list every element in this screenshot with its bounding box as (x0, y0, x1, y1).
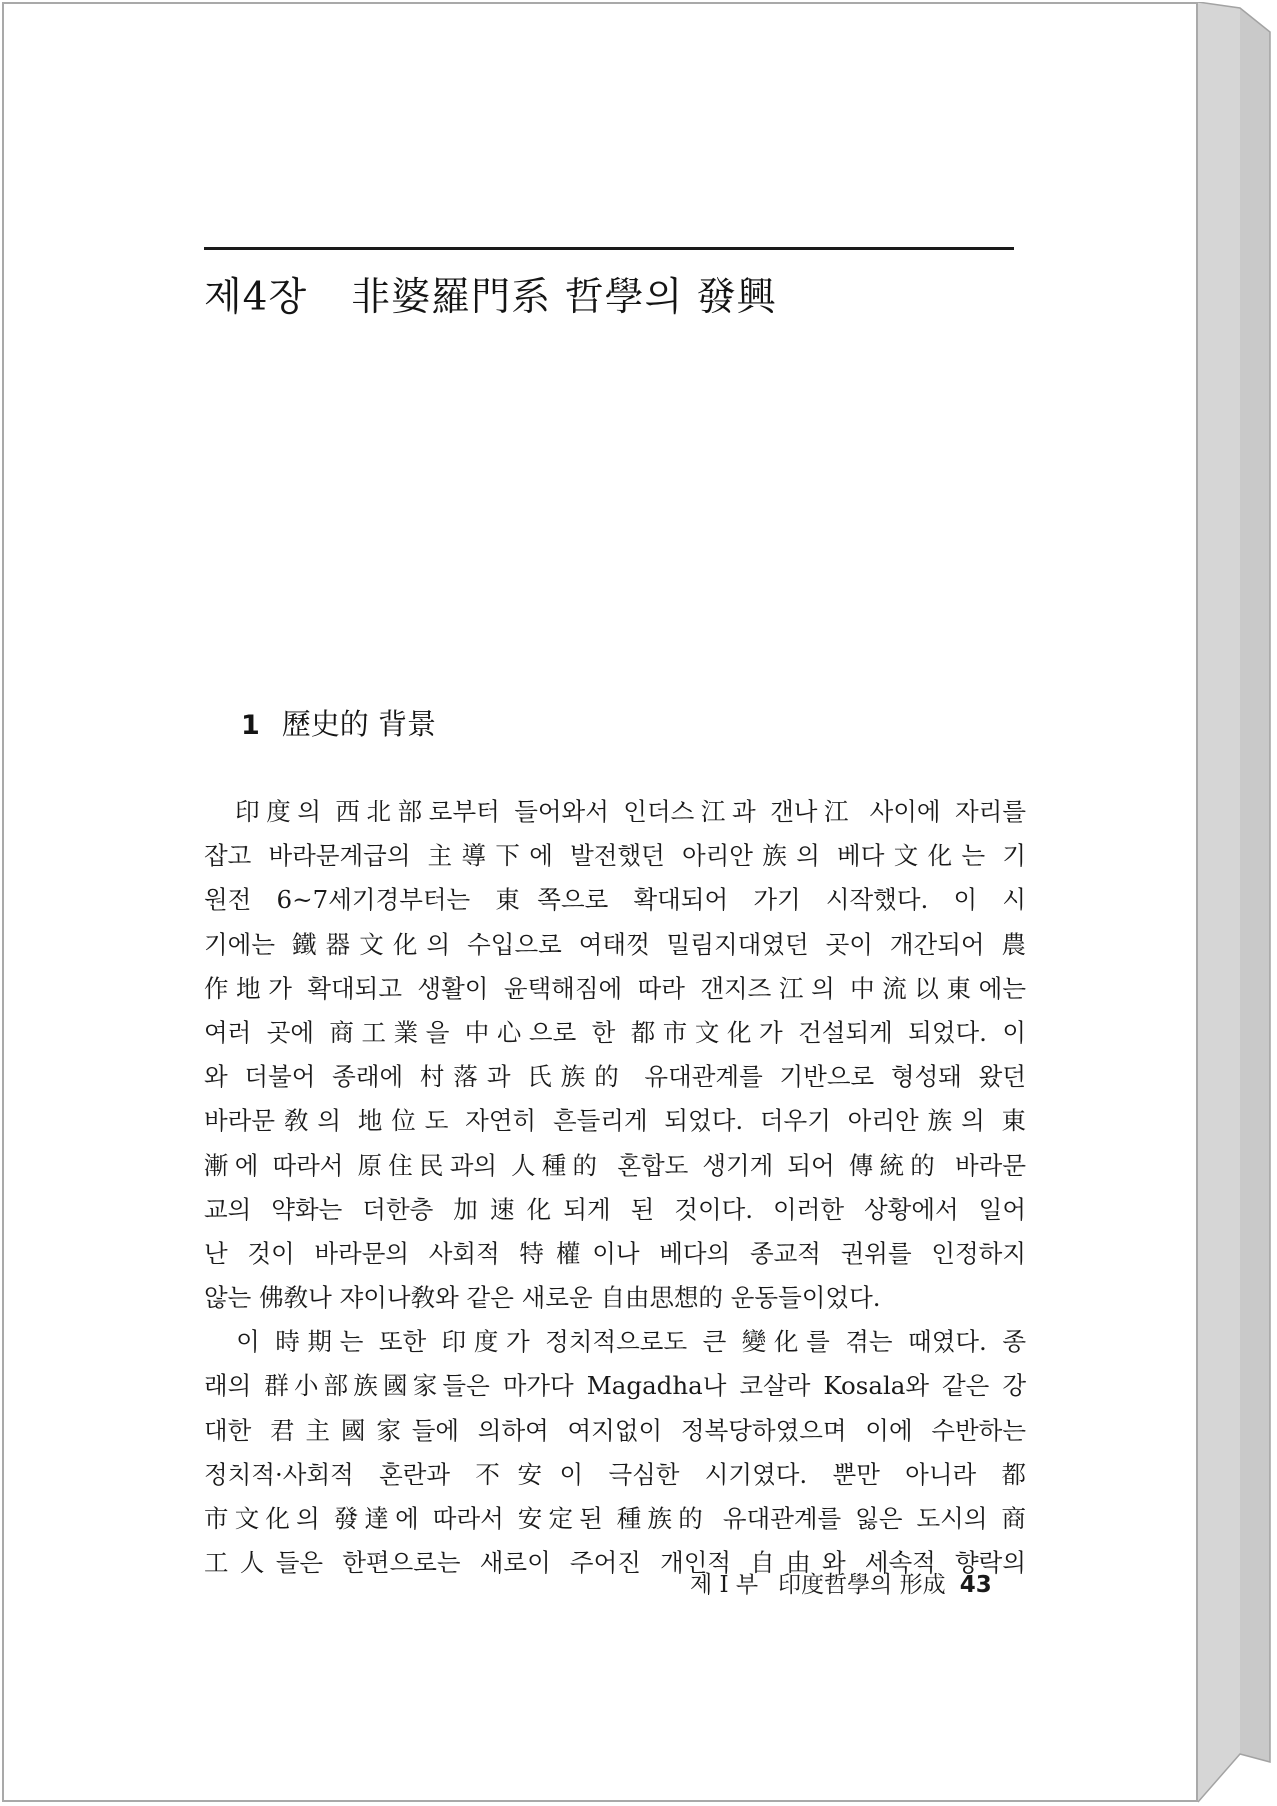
body-line: 난 것이 바라문의 사회적 特權이나 베다의 종교적 권위를 인정하지 (204, 1238, 1026, 1268)
body-line: 래의 群小部族國家들은 마가다 Magadha나 코살라 Kosala와 같은 강 (204, 1371, 1026, 1401)
body-line: 이 時期는 또한 印度가 정치적으로도 큰 變化를 겪는 때였다. 종 (204, 1327, 1026, 1357)
section-number: 1 (241, 710, 260, 741)
page-footer (690, 1566, 992, 1599)
body-line: 기에는 鐵器文化의 수입으로 여태껏 밀림지대였던 곳이 개간되어 農 (204, 929, 1026, 959)
body-line: 정치적·사회적 혼란과 不安이 극심한 시기였다. 뿐만 아니라 都 (204, 1459, 1026, 1489)
page-number: 43 (959, 1572, 992, 1598)
body-line: 않는 佛敎나 쟈이나敎와 같은 새로운 自由思想的 운동들이었다. (204, 1283, 881, 1313)
chapter-rule (204, 247, 1014, 250)
body-line: 원전 6~7세기경부터는 東쪽으로 확대되어 가기 시작했다. 이 시 (204, 885, 1026, 915)
chapter-heading (204, 266, 777, 322)
body-line: 工人들은 한편으로는 새로이 주어진 개인적 自由와 세속적 향락의 (204, 1548, 1026, 1578)
footer-title: 印度哲學의 形成 (778, 1572, 946, 1598)
chapter-title: 非婆羅門系 哲學의 發興 (351, 275, 777, 320)
body-line: 여러 곳에 商工業을 中心으로 한 都市文化가 건설되게 되었다. 이 (204, 1017, 1026, 1047)
body-line: 잡고 바라문계급의 主導下에 발전했던 아리안族의 베다文化는 기 (204, 841, 1026, 871)
page-edge-shading (1198, 2, 1276, 1804)
body-line: 교의 약화는 더한층 加速化되게 된 것이다. 이러한 상황에서 일어 (204, 1194, 1026, 1224)
section-title: 歷史的 背景 (281, 707, 437, 741)
footer-part: 제 I 부 (690, 1572, 759, 1598)
body-line: 漸에 따라서 原住民과의 人種的 혼합도 생기게 되어 傳統的 바라문 (204, 1150, 1026, 1180)
book-page (2, 2, 1198, 1802)
body-line: 대한 君主國家들에 의하여 여지없이 정복당하였으며 이에 수반하는 (204, 1415, 1026, 1445)
body-line: 바라문敎의 地位도 자연히 흔들리게 되었다. 더우기 아리안族의 東 (204, 1106, 1026, 1136)
body-line: 市文化의 發達에 따라서 安定된 種族的 유대관계를 잃은 도시의 商 (204, 1504, 1026, 1533)
chapter-label: 제4장 (204, 275, 308, 320)
body-text (204, 790, 1026, 1585)
section-heading (241, 702, 436, 743)
body-line: 印度의 西北部로부터 들어와서 인더스江과 갠나江 사이에 자리를 (204, 797, 1026, 826)
page-edge-inner (1198, 2, 1240, 1802)
body-line: 와 더불어 종래에 村落과 氏族的 유대관계를 기반으로 형성돼 왔던 (204, 1062, 1026, 1092)
body-line: 作地가 확대되고 생활이 윤택해짐에 따라 갠지즈江의 中流以東에는 (204, 973, 1026, 1003)
